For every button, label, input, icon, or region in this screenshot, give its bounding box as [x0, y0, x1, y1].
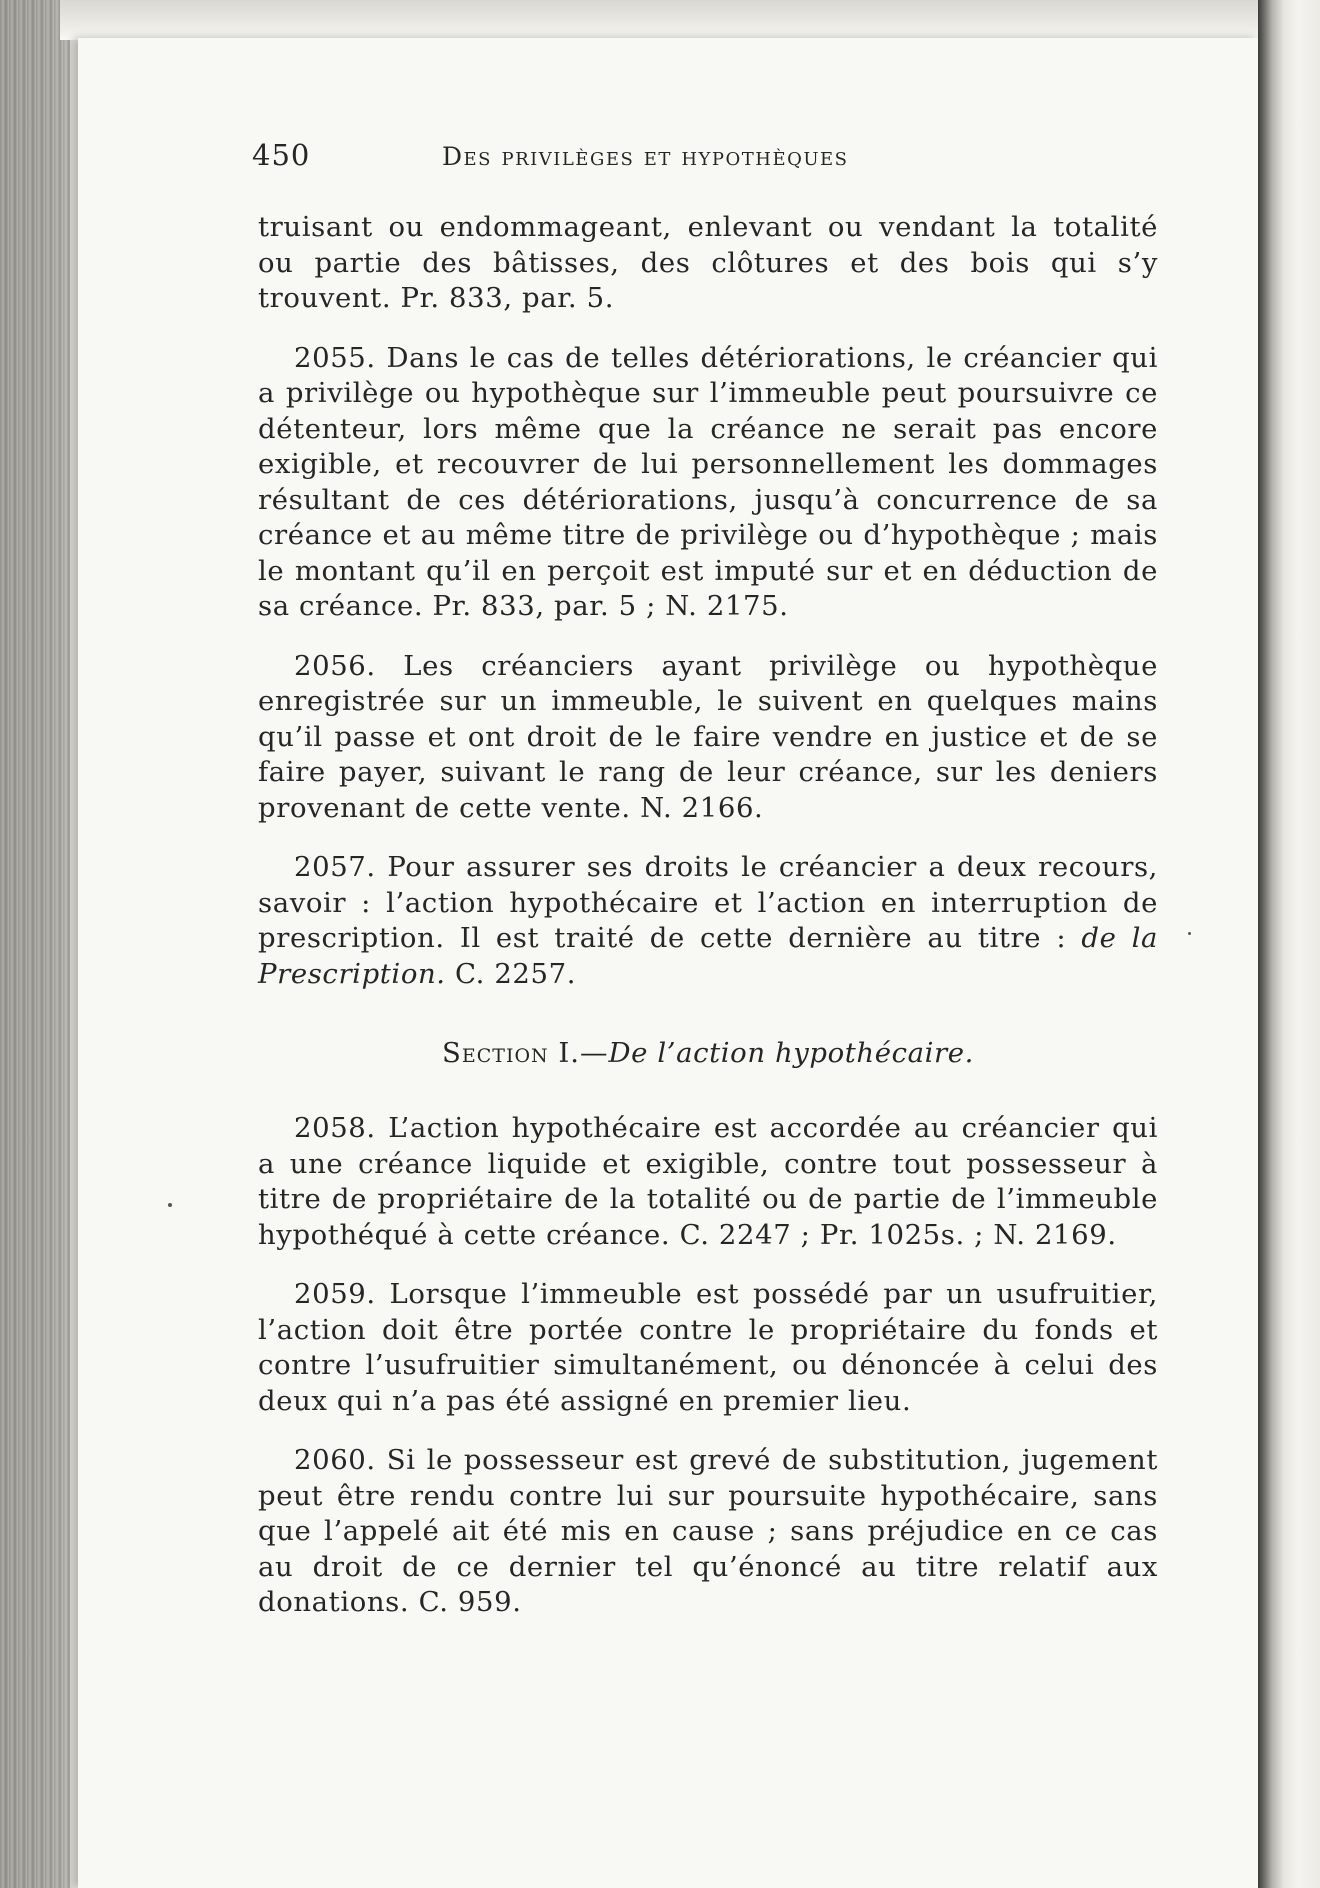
article-2057 [258, 850, 1158, 992]
book-page-edges [0, 0, 70, 1888]
page-number: 450 [252, 138, 311, 172]
article-text: L’action hypothécaire est accordée au créancier qui a une créance liquide et exigible, contre tout possesseur à titre de propriétaire de la totalité ou de partie de l’immeuble hypothéqué à cette créance. C. 2247 ; Pr. 1025s. ; N. 2169. [258, 1112, 1159, 1251]
article-2060 [258, 1443, 1158, 1621]
article-number: 2057. [294, 851, 376, 883]
article-number: 2060. [294, 1444, 376, 1476]
section-heading [258, 1036, 1158, 1071]
page-top-edge [60, 0, 1260, 40]
dust-speck [1188, 932, 1191, 935]
article-number: 2056. [294, 649, 376, 682]
section-title: De l’action hypothécaire. [608, 1037, 974, 1069]
article-text: Si le possesseur est grevé de substitution, jugement peut être rendu contre lui sur poursuite hypothécaire, sans que l’appelé ait été mis en cause ; sans préjudice en ce cas au droit de ce dernier tel qu’énoncé au titre relatif aux donations. C. 959. [258, 1444, 1159, 1618]
running-head [252, 138, 1158, 182]
page-text [252, 138, 1159, 1645]
section-label: Section I.— [442, 1037, 609, 1069]
continued-paragraph: truisant ou endommageant, enlevant ou vendant la totalité ou partie des bâtisses, des clôtures et des bois qui s’y trouvent. Pr. 833, par. 5. [258, 211, 1158, 314]
article-number: 2058. [294, 1112, 376, 1144]
article-number: 2059. [294, 1278, 376, 1310]
article-text: Dans le cas de telles détériorations, le créancier qui a privilège ou hypothèque sur l’immeuble peut poursuivre ce détenteur, lors même que la créance ne serait pas encore exigible, et recouvrer de lui personnellement les dommages résultant de ces détériorations, jusqu’à concurrence de sa créance et au même titre de privilège ou d’hypothèque ; mais le montant qu’il en perçoit est imputé sur et en déduction de sa créance. Pr. 833, par. 5 ; N. 2175. [258, 341, 1158, 622]
article-2058 [258, 1111, 1158, 1253]
cited-title: de la Prescription. [258, 922, 1159, 990]
article-text: Les créanciers ayant privilège ou hypothèque enregistrée sur un immeuble, le suivent en quelques mains qu’il passe et ont droit de le faire vendre en justice et de se faire payer, suivant le rang de leur créance, sur les deniers provenant de cette vente. N. 2166. [258, 649, 1158, 824]
book-gutter [1258, 0, 1320, 1888]
article-text: Lorsque l’immeuble est possédé par un usufruitier, l’action doit être portée contre le propriétaire du fonds et contre l’usufruitier simultanément, ou dénoncée à celui des deux qui n’a pas été assigné en premier lieu. [258, 1278, 1159, 1417]
article-2055 [258, 341, 1158, 625]
article-text: Pour assurer ses droits le créancier a deux recours, savoir : l’action hypothécaire et l’action en interruption de prescription. Il est traité de cette dernière au titre : [258, 851, 1158, 954]
dust-speck [168, 1203, 172, 1207]
running-head-title: Des privilèges et hypothèques [442, 142, 849, 171]
article-2056 [258, 649, 1158, 827]
article-2059 [258, 1277, 1158, 1419]
article-number: 2055. [294, 341, 376, 374]
article-reference: C. 2257. [454, 957, 577, 990]
